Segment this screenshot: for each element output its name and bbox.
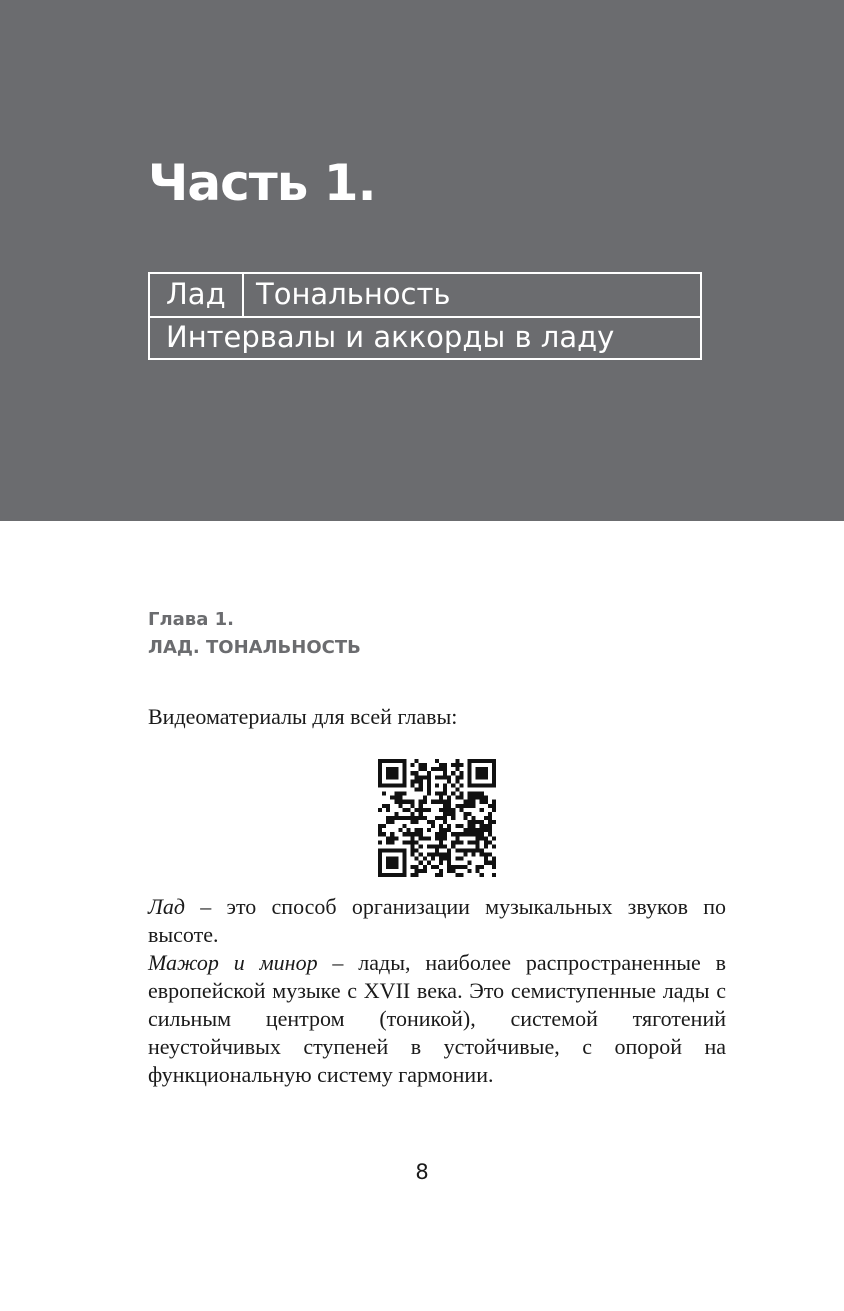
term-lad: Лад xyxy=(148,894,186,919)
body-text xyxy=(148,893,726,1089)
chapter-title: ЛАД. ТОНАЛЬНОСТЬ xyxy=(148,637,361,658)
qr-code-icon[interactable] xyxy=(378,759,496,877)
term-major-minor: Мажор и минор xyxy=(148,950,318,975)
topic-tonality: Тональность xyxy=(256,277,451,311)
page-number: 8 xyxy=(415,1160,429,1184)
topics-row-1 xyxy=(150,274,700,318)
topic-divider xyxy=(242,274,244,316)
chapter-heading xyxy=(148,606,361,662)
topic-mode: Лад xyxy=(166,277,226,311)
definition-lad: Лад – это способ организации музыкальных звуков по высоте. xyxy=(148,894,726,947)
definition-major-minor: Мажор и минор – лады, наиболее распространенные в европейской музыке с XVII века. Это семиступенные лады с сильным центром (тоникой), системой тяготений неустойчивых ступеней в устойчивые, с опорой на функциональную систему гармонии. xyxy=(148,950,726,1087)
chapter-label: Глава 1. xyxy=(148,609,234,630)
videos-intro: Видеоматериалы для всей главы: xyxy=(148,704,458,729)
part-title: Часть 1. xyxy=(148,154,376,212)
part-banner xyxy=(0,0,844,521)
topic-intervals: Интервалы и аккорды в ладу xyxy=(166,320,615,354)
topics-box xyxy=(148,272,702,360)
